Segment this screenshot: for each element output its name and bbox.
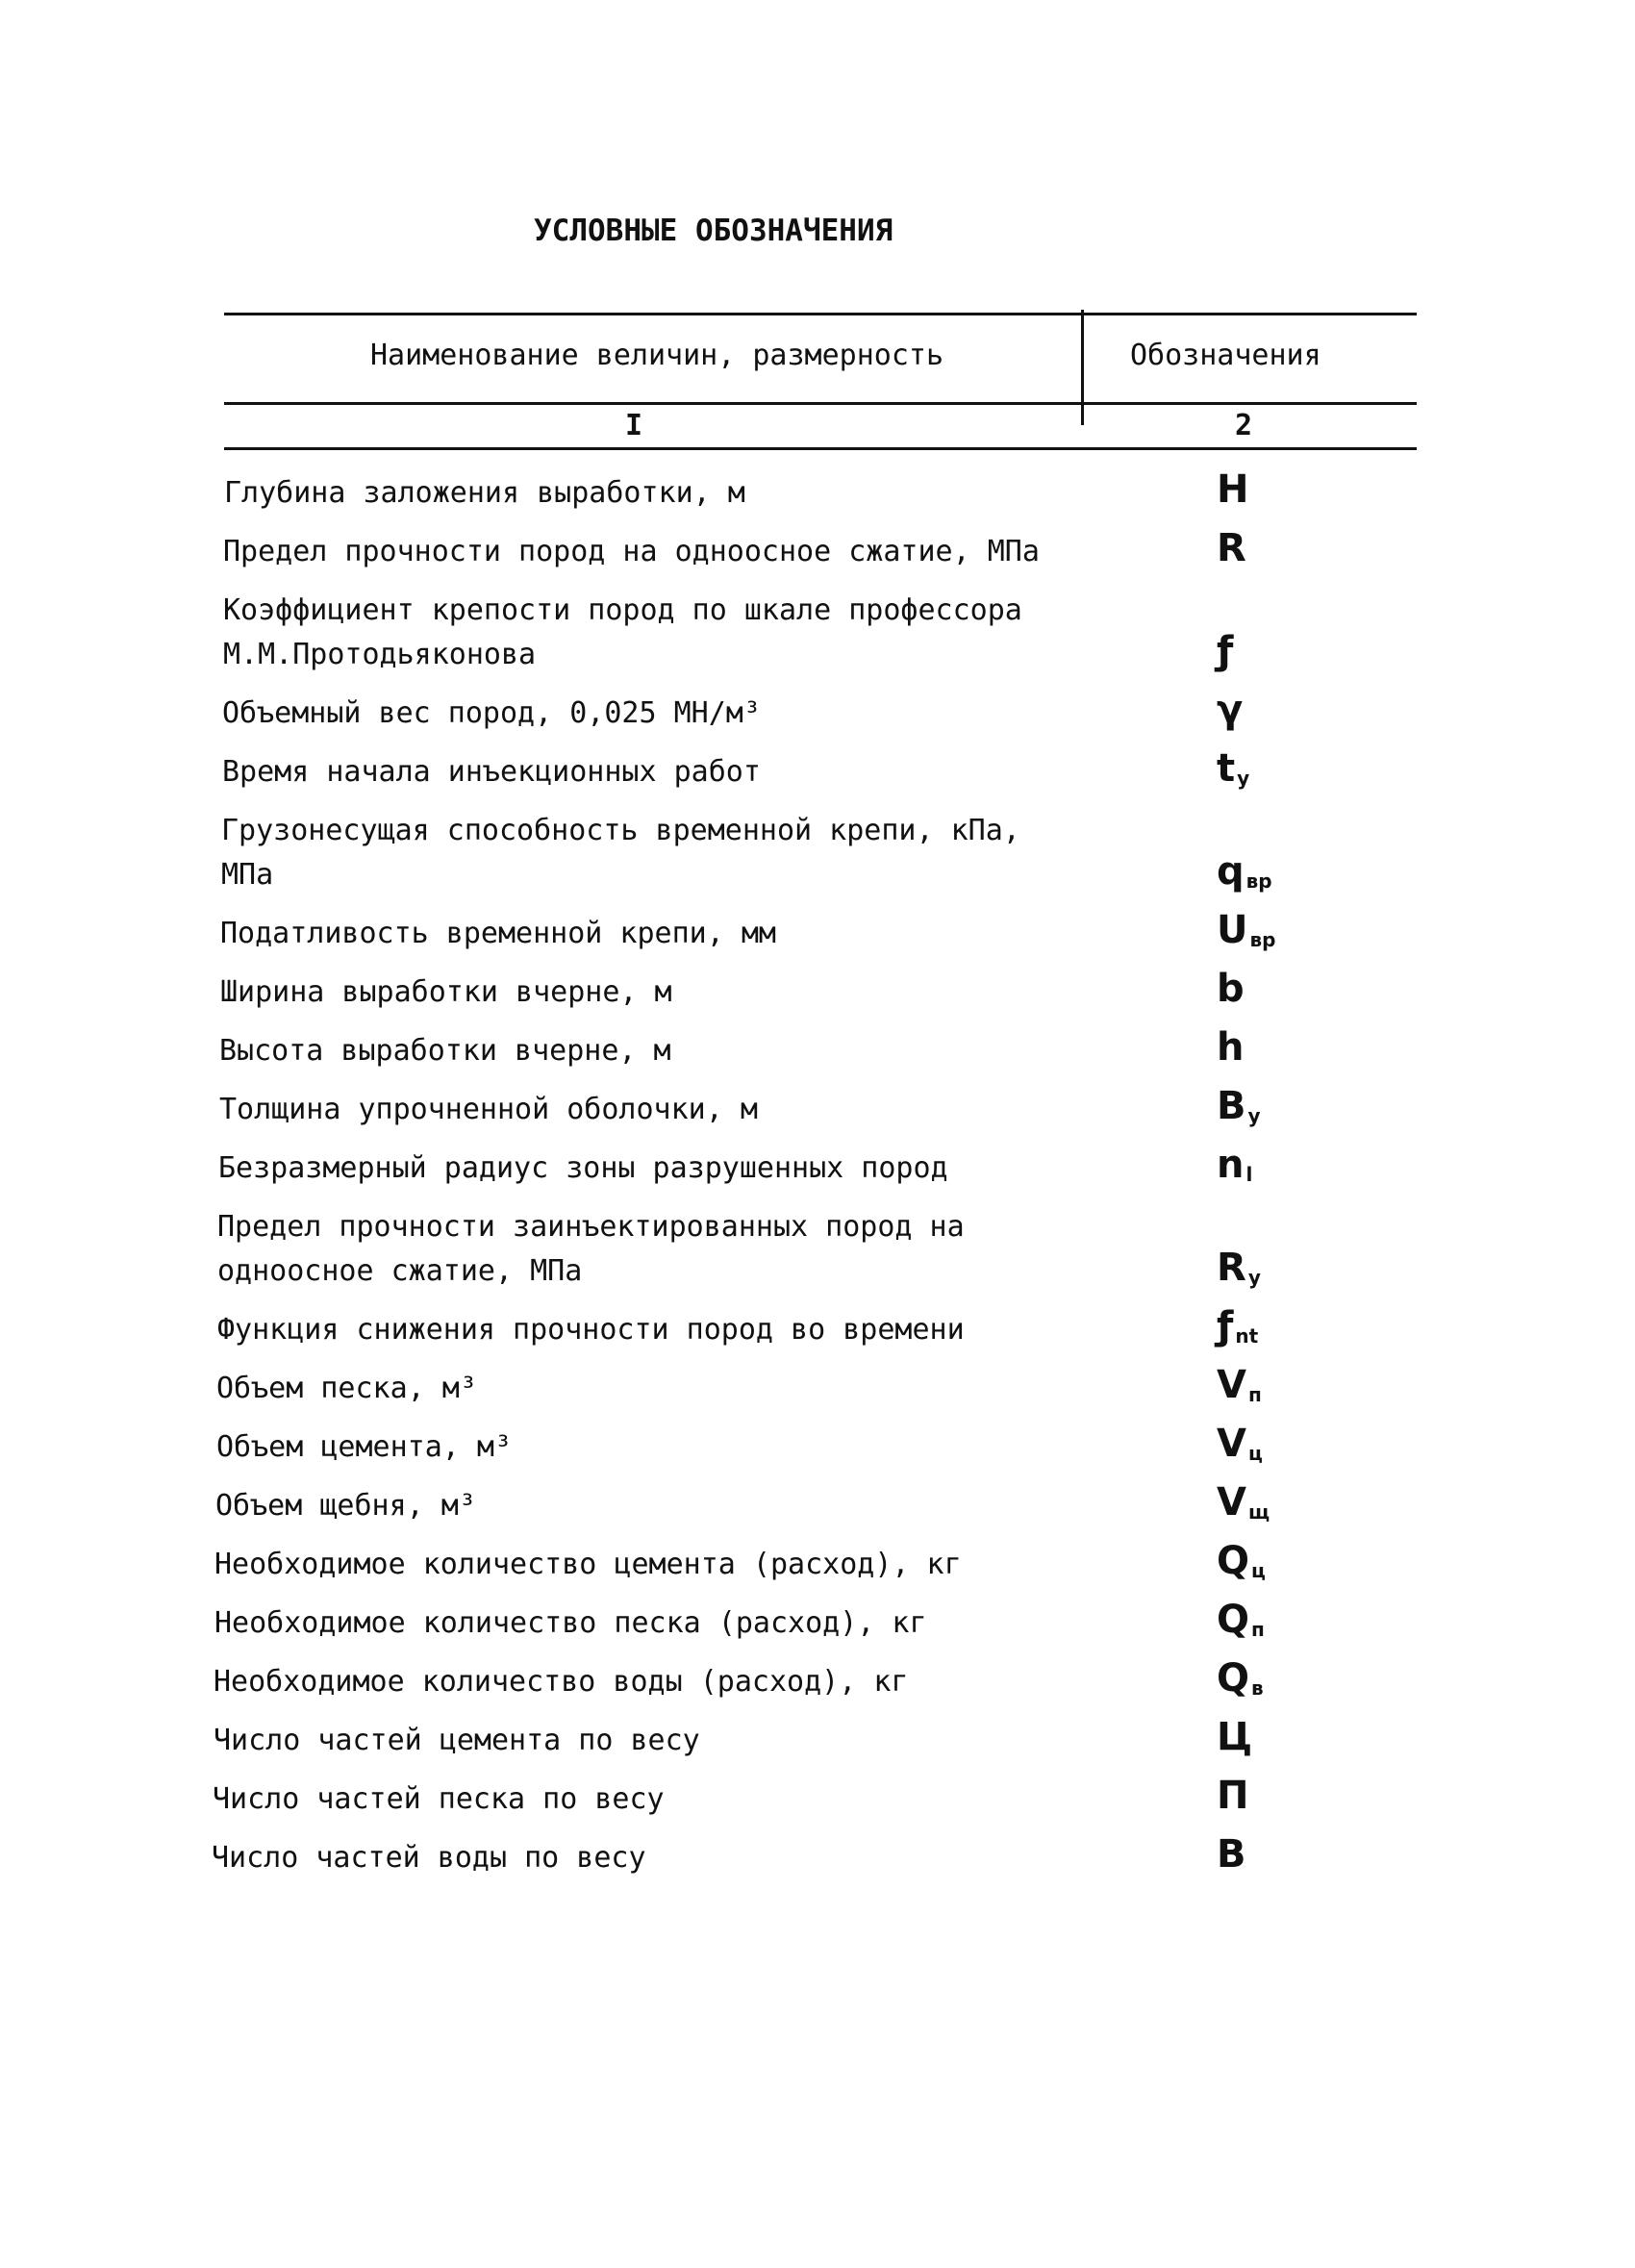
row-symbol — [1217, 1143, 1303, 1187]
column-numbers-rule — [224, 447, 1417, 450]
table-row-name — [216, 1367, 477, 1411]
symbol-subscript: ц — [1247, 1442, 1263, 1465]
symbol-subscript: вр — [1245, 869, 1272, 893]
table-row-name — [222, 692, 761, 736]
symbol-main: h — [1217, 1025, 1245, 1070]
table-row-name — [219, 1088, 758, 1132]
table-row-name — [216, 1425, 512, 1470]
row-symbol — [1217, 467, 1303, 512]
symbol-main: R — [1217, 526, 1246, 570]
row-symbol — [1217, 1656, 1303, 1701]
column-number-symbol: 2 — [1235, 409, 1253, 442]
row-name-line: Число частей воды по весу — [212, 1841, 646, 1875]
row-symbol — [1217, 629, 1303, 673]
symbol-subscript: в — [1251, 1676, 1264, 1700]
row-symbol — [1217, 1084, 1303, 1128]
symbol-subscript: у — [1247, 1266, 1261, 1289]
symbol-main: V — [1217, 1480, 1246, 1525]
symbol-main: q — [1217, 849, 1245, 894]
row-name-line: Толщина упрочненной оболочки, м — [219, 1093, 758, 1126]
row-symbol — [1217, 849, 1303, 894]
symbol-subscript: п — [1251, 1618, 1265, 1641]
row-name-line: Безразмерный радиус зоны разрушенных пород — [218, 1151, 948, 1185]
row-name-line: Число частей цемента по весу — [214, 1724, 700, 1757]
row-name-line: Объем щебня, м³ — [215, 1489, 476, 1523]
row-name-line: Податливость временной крепи, мм — [220, 917, 776, 950]
column-divider — [1081, 310, 1084, 425]
symbol-subscript: щ — [1247, 1500, 1270, 1524]
row-name-line: Глубина заложения выработки, м — [224, 476, 745, 510]
symbol-main: γ — [1217, 688, 1244, 732]
table-row-name — [215, 1484, 476, 1528]
symbol-main: B — [1217, 1084, 1246, 1128]
symbol-main: Q — [1217, 1656, 1250, 1701]
symbol-subscript: l — [1245, 1163, 1253, 1186]
table-row-name — [217, 1308, 965, 1352]
row-symbol — [1217, 1246, 1303, 1290]
column-header-symbol: Обозначения — [1130, 339, 1321, 372]
row-name-line: Коэффициент крепости пород по шкале профессора — [223, 593, 1022, 627]
row-symbol — [1217, 1774, 1303, 1818]
row-symbol — [1217, 1539, 1303, 1583]
row-name-line: Предел прочности заинъектированных пород на — [217, 1210, 965, 1244]
row-name-line: Время начала инъекционных работ — [222, 755, 761, 789]
row-symbol — [1217, 1363, 1303, 1407]
table-row-name — [220, 912, 776, 956]
table-row-name — [220, 970, 672, 1015]
row-symbol — [1217, 746, 1303, 791]
symbol-main: U — [1217, 908, 1248, 952]
symbol-subscript: ц — [1251, 1559, 1266, 1582]
symbol-subscript: вр — [1249, 928, 1276, 951]
table-row-name — [221, 809, 1020, 897]
row-name-line: Объем песка, м³ — [216, 1372, 477, 1405]
table-top-rule — [224, 313, 1417, 315]
row-symbol — [1217, 1422, 1303, 1466]
row-symbol — [1217, 908, 1303, 952]
table-row-name — [223, 530, 1040, 574]
symbol-main: H — [1217, 467, 1249, 512]
header-bottom-rule — [224, 402, 1417, 405]
symbol-main: Q — [1217, 1539, 1250, 1583]
symbol-subscript: п — [1247, 1383, 1262, 1406]
table-row-name — [223, 589, 1022, 677]
row-symbol — [1217, 1715, 1303, 1759]
symbol-subscript: nt — [1235, 1324, 1259, 1348]
symbol-main: ƒ — [1217, 1304, 1234, 1348]
symbol-main: Q — [1217, 1598, 1250, 1642]
row-name-line: Функция снижения прочности пород во времени — [217, 1313, 965, 1347]
row-symbol — [1217, 1480, 1303, 1525]
row-symbol — [1217, 1025, 1303, 1070]
table-row-name — [214, 1660, 908, 1704]
row-symbol — [1217, 1832, 1303, 1877]
row-symbol — [1217, 1304, 1303, 1348]
table-row-name — [213, 1777, 665, 1822]
table-row-name — [224, 471, 745, 516]
table-row-name — [214, 1543, 962, 1587]
row-symbol — [1217, 688, 1303, 732]
row-name-line: Грузонесущая способность временной крепи, кПа, — [221, 814, 1020, 847]
column-number-name: I — [625, 409, 643, 442]
symbol-main: V — [1217, 1363, 1246, 1407]
row-name-line: Высота выработки вчерне, м — [219, 1034, 671, 1068]
symbol-main: П — [1217, 1774, 1249, 1818]
row-name-line: Необходимое количество воды (расход), кг — [214, 1665, 909, 1699]
table-row-name — [218, 1147, 948, 1191]
row-name-line: МПа — [221, 858, 274, 892]
table-row-name — [214, 1601, 927, 1646]
row-name-line: М.М.Протодьяконова — [223, 638, 537, 671]
symbol-subscript: у — [1237, 767, 1250, 790]
row-symbol — [1217, 1598, 1303, 1642]
symbol-main: Ц — [1217, 1715, 1253, 1759]
row-name-line: одноосное сжатие, МПа — [217, 1254, 583, 1288]
row-name-line: Предел прочности пород на одноосное сжатие, МПа — [223, 535, 1040, 568]
row-name-line: Число частей песка по весу — [213, 1782, 665, 1816]
symbol-main: R — [1217, 1246, 1246, 1290]
symbol-main: V — [1217, 1422, 1246, 1466]
table-row-name — [222, 750, 761, 794]
symbol-main: t — [1217, 746, 1236, 791]
row-name-line: Объем цемента, м³ — [216, 1430, 513, 1464]
page-title: УСЛОВНЫЕ ОБОЗНАЧЕНИЯ — [534, 214, 893, 248]
symbol-subscript: у — [1247, 1104, 1261, 1127]
row-name-line: Объемный вес пород, 0,025 МН/м³ — [222, 696, 761, 730]
row-symbol — [1217, 526, 1303, 570]
symbol-main: ƒ — [1217, 629, 1234, 673]
symbol-main: b — [1217, 967, 1245, 1011]
row-name-line: Ширина выработки вчерне, м — [220, 975, 672, 1009]
table-row-name — [219, 1029, 671, 1073]
column-header-name: Наименование величин, размерность — [370, 339, 944, 372]
row-symbol — [1217, 967, 1303, 1011]
row-name-line: Необходимое количество цемента (расход), кг — [214, 1548, 962, 1581]
table-row-name — [212, 1836, 646, 1880]
symbol-main: n — [1217, 1143, 1245, 1187]
table-row-name — [217, 1205, 965, 1294]
symbol-main: В — [1217, 1832, 1246, 1877]
table-row-name — [214, 1719, 700, 1763]
row-name-line: Необходимое количество песка (расход), кг — [214, 1606, 927, 1640]
